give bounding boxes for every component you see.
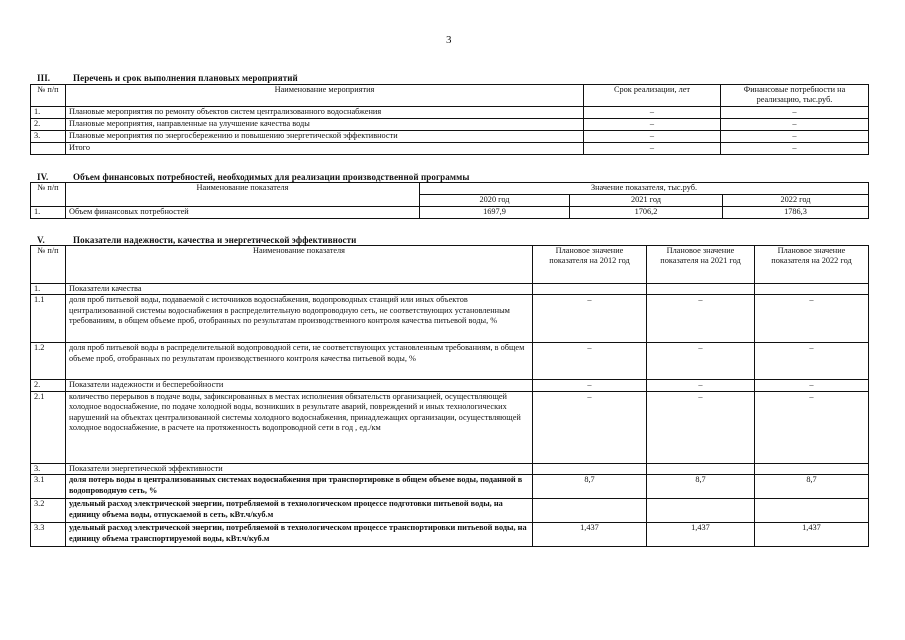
section-3-title	[37, 73, 298, 83]
row-finance: –	[721, 131, 869, 143]
value-2022: –	[755, 380, 869, 391]
table-row	[31, 119, 869, 131]
value-2020: 1697,9	[420, 207, 570, 219]
section-3-number: III.	[37, 73, 51, 83]
row-num: 1.2	[31, 343, 66, 380]
value-2022	[755, 463, 869, 474]
table-row	[31, 380, 869, 391]
row-finance: –	[721, 143, 869, 155]
value-2022: 1786,3	[723, 207, 869, 219]
section-4-number: IV.	[37, 172, 49, 182]
row-num: 2.1	[31, 391, 66, 463]
section-4-title-text: Объем финансовых потребностей, необходимых для реализации производственной программы	[73, 172, 470, 182]
row-num: 3.1	[31, 475, 66, 499]
table-row-total	[31, 143, 869, 155]
table-row	[31, 463, 869, 474]
value-2021: –	[647, 295, 755, 343]
value-2021: 1,437	[647, 523, 755, 547]
section-4-title	[37, 172, 469, 182]
row-name: Показатели качества	[66, 284, 533, 295]
value-2022: –	[755, 391, 869, 463]
row-name: Объем финансовых потребностей	[66, 207, 420, 219]
header-year-2022: 2022 год	[723, 195, 869, 207]
table-header-row	[31, 183, 869, 195]
header-name: Наименование мероприятия	[66, 85, 584, 107]
row-term: –	[584, 143, 721, 155]
row-name: Плановые мероприятия, направленные на улучшение качества воды	[66, 119, 584, 131]
value-2012: –	[533, 391, 647, 463]
row-name: Плановые мероприятия по энергосбережению и повышению энергетической эффективности	[66, 131, 584, 143]
row-name: Плановые мероприятия по ремонту объектов систем централизованного водоснабжения	[66, 107, 584, 119]
row-name: количество перерывов в подаче воды, зафиксированных в местах исполнения обязательств организацией, осуществляющей холодное водоснабжение, по подаче холодной воды, возникших в результате аварий, повреждений и иных технологических нарушений на объектах централизованной системы холодного водоснабжения, принадлежащих организации, осуществляющей холодное водоснабжение, в расчете на протяженность водопроводной сети в год , ед./км	[66, 391, 533, 463]
value-2021	[647, 463, 755, 474]
header-num: № п/п	[31, 85, 66, 107]
table-activities	[30, 84, 869, 155]
section-5-title	[37, 235, 356, 245]
table-row	[31, 107, 869, 119]
table-row	[31, 295, 869, 343]
header-year-2020: 2020 год	[420, 195, 570, 207]
header-value: Значение показателя, тыс.руб.	[420, 183, 869, 195]
value-2022: 8,7	[755, 475, 869, 499]
row-name: Показатели надежности и бесперебойности	[66, 380, 533, 391]
value-2022: –	[755, 295, 869, 343]
row-num: 3.2	[31, 499, 66, 523]
row-name: доля потерь воды в централизованных системах водоснабжения при транспортировке в общем объеме воды, поданной в водопроводную сеть, %	[66, 475, 533, 499]
value-2012	[533, 463, 647, 474]
header-2012: Плановое значение показателя на 2012 год	[533, 246, 647, 284]
value-2022	[755, 499, 869, 523]
header-2022: Плановое значение показателя на 2022 год	[755, 246, 869, 284]
row-name: доля проб питьевой воды, подаваемой с источников водоснабжения, водопроводных станций или иных объектов централизованной системы водоснабжения в распределительную водопроводную сеть, не соответствующих установленным требованиям, в общем объеме проб, отобранных по результатам производственного контроля качества питьевой воды, %	[66, 295, 533, 343]
row-num: 1.	[31, 284, 66, 295]
row-finance: –	[721, 107, 869, 119]
value-2012: 1,437	[533, 523, 647, 547]
value-2012: 8,7	[533, 475, 647, 499]
row-num: 2.	[31, 380, 66, 391]
section-3-title-text: Перечень и срок выполнения плановых мероприятий	[73, 73, 298, 83]
row-term: –	[584, 131, 721, 143]
row-finance: –	[721, 119, 869, 131]
table-row	[31, 207, 869, 219]
value-2022: 1,437	[755, 523, 869, 547]
row-num: 3.	[31, 463, 66, 474]
value-2021: 1706,2	[570, 207, 723, 219]
table-financial-needs	[30, 182, 869, 219]
value-2012: –	[533, 343, 647, 380]
row-name: Показатели энергетической эффективности	[66, 463, 533, 474]
header-num: № п/п	[31, 183, 66, 207]
section-5-number: V.	[37, 235, 45, 245]
header-name: Наименование показателя	[66, 246, 533, 284]
header-term: Срок реализации, лет	[584, 85, 721, 107]
header-2021: Плановое значение показателя на 2021 год	[647, 246, 755, 284]
table-row	[31, 523, 869, 547]
row-num: 2.	[31, 119, 66, 131]
value-2012: –	[533, 380, 647, 391]
value-2022: –	[755, 343, 869, 380]
value-2022	[755, 284, 869, 295]
value-2021	[647, 284, 755, 295]
section-5-title-text: Показатели надежности, качества и энергетической эффективности	[73, 235, 357, 245]
table-row	[31, 475, 869, 499]
row-name: удельный расход электрической энергии, потребляемой в технологическом процессе подготовки питьевой воды, на единицу объема воды, отпускаемой в сеть, кВт.ч/куб.м	[66, 499, 533, 523]
row-num: 1.	[31, 207, 66, 219]
value-2021: –	[647, 391, 755, 463]
table-row	[31, 284, 869, 295]
value-2021: –	[647, 380, 755, 391]
table-indicators	[30, 245, 869, 547]
value-2012	[533, 284, 647, 295]
header-year-2021: 2021 год	[570, 195, 723, 207]
table-row	[31, 391, 869, 463]
row-term: –	[584, 119, 721, 131]
row-num: 1.1	[31, 295, 66, 343]
page-number: 3	[446, 34, 452, 46]
row-term: –	[584, 107, 721, 119]
row-name: Итого	[66, 143, 584, 155]
value-2012	[533, 499, 647, 523]
table-header-row	[31, 246, 869, 284]
table-row	[31, 343, 869, 380]
header-num: № п/п	[31, 246, 66, 284]
row-num: 3.3	[31, 523, 66, 547]
header-name: Наименование показателя	[66, 183, 420, 207]
row-num	[31, 143, 66, 155]
value-2021: –	[647, 343, 755, 380]
row-num: 1.	[31, 107, 66, 119]
row-num: 3.	[31, 131, 66, 143]
table-header-row	[31, 85, 869, 107]
row-name: удельный расход электрической энергии, потребляемой в технологическом процессе транспортировки питьевой воды, на единицу объема транспортируемой воды, кВт.ч/куб.м	[66, 523, 533, 547]
row-name: доля проб питьевой воды в распределительной водопроводной сети, не соответствующих установленным требованиям, в общем объеме проб, отобранных по результатам производственного контроля качества питьевой воды, %	[66, 343, 533, 380]
header-finance: Финансовые потребности на реализацию, тыс.руб.	[721, 85, 869, 107]
value-2021: 8,7	[647, 475, 755, 499]
table-row	[31, 499, 869, 523]
value-2021	[647, 499, 755, 523]
table-row	[31, 131, 869, 143]
value-2012: –	[533, 295, 647, 343]
